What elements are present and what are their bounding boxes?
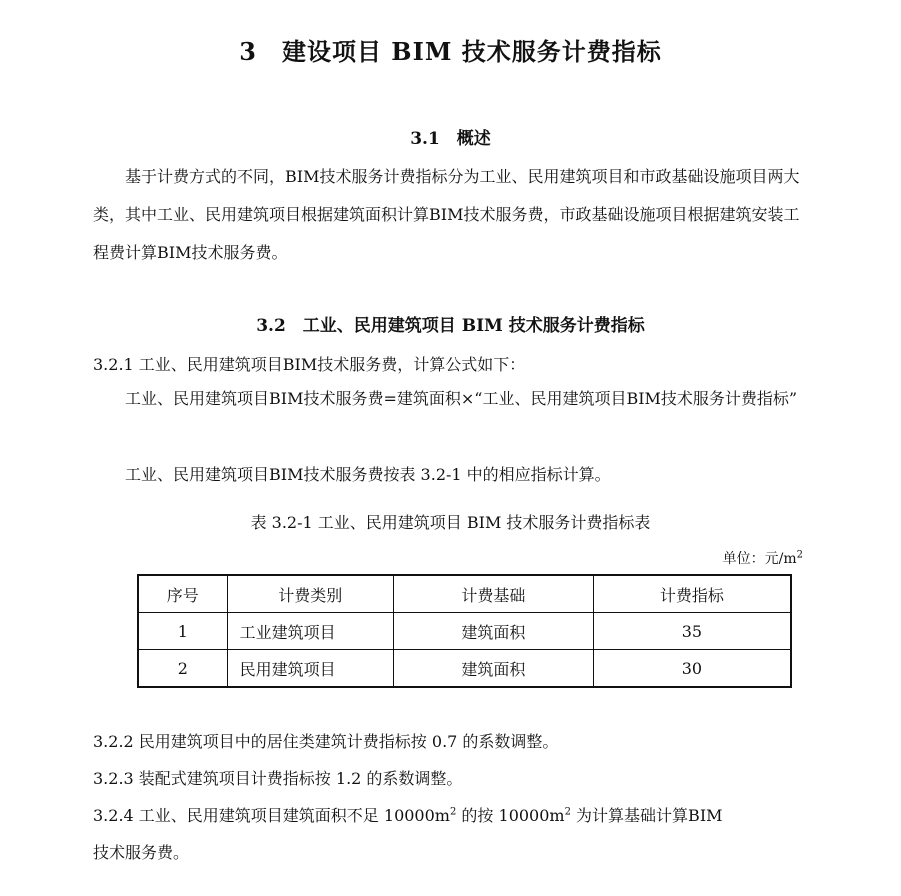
table-header-cell: 序号 [138, 575, 227, 613]
table-cell: 30 [593, 650, 791, 688]
clause-3-2-1: 3.2.1 工业、民用建筑项目BIM技术服务费，计算公式如下： [93, 355, 526, 374]
table-row [138, 650, 791, 688]
clause-3-2-3: 3.2.3 装配式建筑项目计费指标按 1.2 的系数调整。 [93, 769, 463, 788]
unit-label: 单位：元$/m^2$ [722, 549, 803, 567]
table-cell: 1 [138, 613, 227, 650]
table-cell: 建筑面积 [393, 650, 593, 688]
table-cell: 工业建筑项目 [227, 613, 393, 650]
clause-3-2-4: 3.2.4 工业、民用建筑项目建筑面积不足 $10000m^2$ 的按 $10000m^2$ 为计算基础计算BIM [93, 806, 723, 825]
table-cell: 建筑面积 [393, 613, 593, 650]
table-header-row [138, 575, 791, 613]
section-heading-3-2: 3.2 工业、民用建筑项目 BIM 技术服务计费指标 [256, 316, 645, 336]
table-cell: 35 [593, 613, 791, 650]
clause-3-2-2: 3.2.2 民用建筑项目中的居住类建筑计费指标按 0.7 的系数调整。 [93, 732, 559, 751]
table-cell: 民用建筑项目 [227, 650, 393, 688]
table-header-cell: 计费类别 [227, 575, 393, 613]
table-row [138, 613, 791, 650]
formula-paragraph: 工业、民用建筑项目BIM技术服务费=建筑面积×“工业、民用建筑项目BIM技术服务计费指标” [125, 389, 798, 408]
table-header-cell: 计费基础 [393, 575, 593, 613]
table-caption: 表 3.2-1 工业、民用建筑项目 BIM 技术服务计费指标表 [250, 513, 651, 532]
chapter-title: 3 建设项目 BIM 技术服务计费指标 [239, 37, 662, 66]
table-header-cell: 计费指标 [593, 575, 791, 613]
fee-index-table [137, 574, 792, 688]
section-heading-3-1: 3.1 概述 [410, 129, 491, 149]
clause-3-2-4-continued: 技术服务费。 [93, 843, 190, 862]
table-cell: 2 [138, 650, 227, 688]
overview-paragraph: 基于计费方式的不同，BIM技术服务计费指标分为工业、民用建筑项目和市政基础设施项目两大类，其中工业、民用建筑项目根据建筑面积计算BIM技术服务费，市政基础设施项目根据建筑安装工程费计算BIM技术服务费。 [93, 167, 800, 262]
table-reference-line: 工业、民用建筑项目BIM技术服务费按表 3.2-1 中的相应指标计算。 [125, 465, 611, 484]
